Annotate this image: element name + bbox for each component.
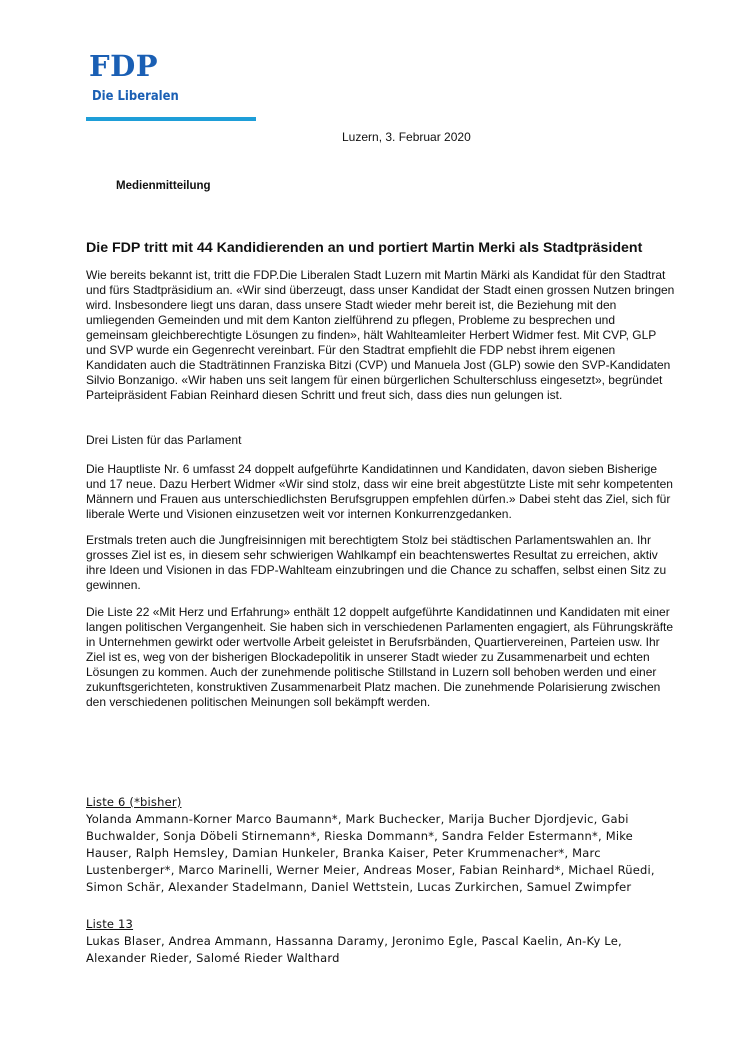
headline: Die FDP tritt mit 44 Kandidierenden an und portiert Martin Merki als Stadtpräsident bbox=[86, 240, 643, 256]
text-line: und 17 neue. Dazu Herbert Widmer «Wir sind stolz, dass wir eine breit abgestützte Liste mit sehr kompetenten bbox=[86, 477, 673, 491]
document-date: Luzern, 3. Februar 2020 bbox=[342, 130, 471, 144]
text-line: Erstmals treten auch die Jungfreisinnigen mit berechtigtem Stolz bei städtischen Parlamentswahlen an. Ihr bbox=[86, 533, 651, 547]
text-line: Lösungen zu kommen. Auch der zunehmende politische Stillstand in Luzern soll behoben werden und einer bbox=[86, 665, 657, 679]
list-line: Hauser, Ralph Hemsley, Damian Hunkeler, Branka Kaiser, Peter Krummenacher*, Marc bbox=[86, 846, 601, 860]
text-line: gewinnen. bbox=[86, 578, 141, 592]
text-line: Ziel ist es, weg von der bisherigen Blockadepolitik in unserer Stadt wieder zu Zusammenarbeit und echten bbox=[86, 650, 650, 664]
text-line: langen politischen Vergangenheit. Sie haben sich in verschiedenen Parlamenten engagiert, als Führungskräfte bbox=[86, 620, 674, 634]
list-line: Yolanda Ammann-Korner Marco Baumann*, Mark Buchecker, Marija Bucher Djordjevic, Gabi bbox=[86, 812, 629, 826]
text-line: den verschiedenen politischen Meinungen soll bekämpft werden. bbox=[86, 695, 431, 709]
text-line: zukunftsgerichteten, konstruktiven Zusammenarbeit Platz machen. Die zunehmende Polarisierung zwischen bbox=[86, 680, 661, 694]
text-line: gemeinsam gleichberechtigte Lösungen zu finden», hält Wahlteamleiter Herbert Widmer fest. Mit CVP, GLP bbox=[86, 328, 657, 342]
paragraph-list-22 bbox=[86, 605, 736, 710]
text-line: und SVP wurde ein Gegenrecht vereinbart. Für den Stadtrat empfiehlt die FDP nebst ihrem eigenen bbox=[86, 343, 616, 357]
list-title: Liste 13 bbox=[86, 917, 134, 931]
text-line: ihre Ideen und Visionen in das FDP-Wahlteam einzubringen und die Chance zu schaffen, selbst einen Sitz zu bbox=[86, 563, 667, 577]
text-line: Die Hauptliste Nr. 6 umfasst 24 doppelt aufgeführte Kandidatinnen und Kandidaten, davon sieben Bisherige bbox=[86, 462, 658, 476]
paragraph-intro bbox=[86, 268, 736, 403]
section-title: Drei Listen für das Parlament bbox=[86, 433, 242, 447]
text-line: wird. Insbesondere liegt uns daran, dass unsere Stadt wieder mehr bereit ist, die Beziehung mit den bbox=[86, 298, 617, 312]
list-title: Liste 6 (*bisher) bbox=[86, 795, 182, 809]
text-line: grosses Ziel ist es, in diesem sehr schwierigen Wahlkampf ein beachtenswertes Resultat zu erreichen, aktiv bbox=[86, 548, 658, 562]
candidate-list-13 bbox=[86, 916, 736, 967]
text-line: Kandidaten auch die Stadträtinnen Franziska Bitzi (CVP) und Manuela Jost (GLP) sowie den SVP-Kandidaten bbox=[86, 358, 671, 372]
logo-tagline: Die Liberalen bbox=[92, 88, 179, 104]
list-line: Lukas Blaser, Andrea Ammann, Hassanna Daramy, Jeronimo Egle, Pascal Kaelin, An-Ky Le, bbox=[86, 934, 622, 948]
list-line: Alexander Rieder, Salomé Rieder Walthard bbox=[86, 951, 340, 965]
document-type: Medienmitteilung bbox=[116, 180, 211, 192]
list-line: Buchwalder, Sonja Döbeli Stirnemann*, Rieska Dommann*, Sandra Felder Estermann*, Mike bbox=[86, 829, 633, 843]
text-line: und fürs Stadtpräsidium an. «Wir sind überzeugt, dass unser Kandidat der Stadt einen grossen Nutzen bringen bbox=[86, 283, 675, 297]
text-line: Silvio Bonzanigo. «Wir haben uns seit langem für einen bürgerlichen Schulterschluss eingesetzt», begründet bbox=[86, 373, 663, 387]
logo-underline-bar bbox=[86, 117, 256, 121]
paragraph-main-list bbox=[86, 462, 736, 522]
text-line: umliegenden Gemeinden und mit dem Kanton zielführend zu pflegen, Probleme zu besprechen und bbox=[86, 313, 616, 327]
text-line: Die Liste 22 «Mit Herz und Erfahrung» enthält 12 doppelt aufgeführte Kandidatinnen und Kandidaten mit einer bbox=[86, 605, 670, 619]
paragraph-jungfreisinnige bbox=[86, 533, 736, 593]
candidate-list-6 bbox=[86, 794, 736, 896]
fdp-logo: FDP bbox=[89, 49, 159, 83]
text-line: liberale Werte und Visionen einzusetzen weit vor internen Konkurrenzgedanken. bbox=[86, 507, 512, 521]
text-line: Männern und Frauen aus unterschiedlichsten Berufsgruppen empfehlen dürfen.» Dabei steht das Ziel, sich für bbox=[86, 492, 671, 506]
text-line: Wie bereits bekannt ist, tritt die FDP.Die Liberalen Stadt Luzern mit Martin Märki als Kandidat für den Stadtrat bbox=[86, 268, 666, 282]
list-line: Simon Schär, Alexander Stadelmann, Daniel Wettstein, Lucas Zurkirchen, Samuel Zwimpfer bbox=[86, 880, 632, 894]
text-line: Parteipräsident Fabian Reinhard diesen Schritt und freut sich, dass dies nun gelungen ist. bbox=[86, 388, 563, 402]
list-line: Lustenberger*, Marco Marinelli, Werner Meier, Andreas Moser, Fabian Reinhard*, Michael Rüedi, bbox=[86, 863, 655, 877]
text-line: in Unternehmen gewirkt oder wertvolle Arbeit geleistet in Berufsrbänden, Quartiervereinen, Parteien usw. Ihr bbox=[86, 635, 660, 649]
